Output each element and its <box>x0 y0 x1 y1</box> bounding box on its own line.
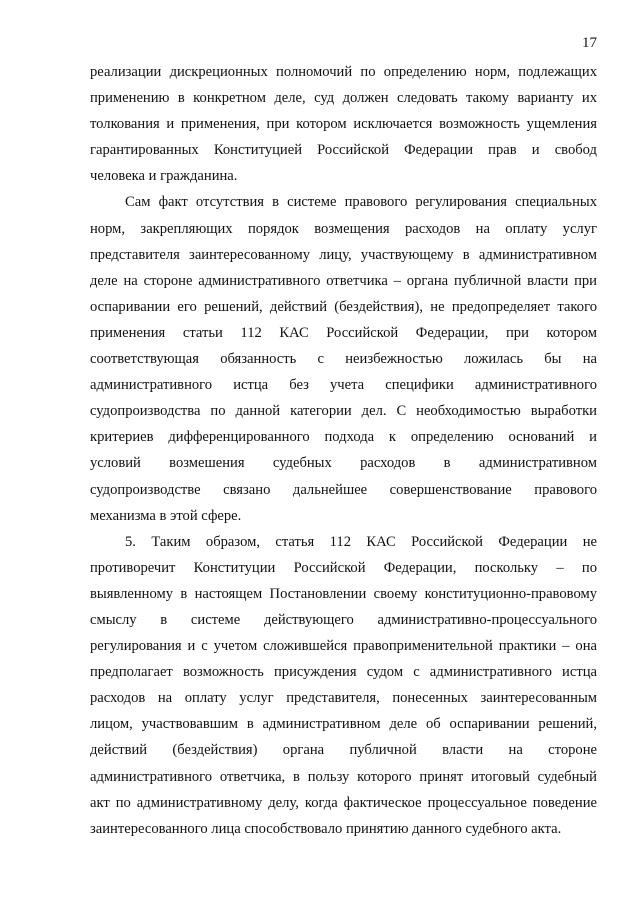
text-line: представителя заинтересованному лицу, участвующему в административном <box>90 246 597 263</box>
text-line: критериев дифференцированного подхода к определению оснований и <box>90 429 597 446</box>
text-line: условий возмешения судебных расходов в административном <box>90 455 597 472</box>
text-line: применению в конкретном деле, суд должен следовать такому варианту их <box>90 90 597 107</box>
text-line: противоречит Конституции Российской Федерации, поскольку – по <box>90 559 597 576</box>
text-line: деле на стороне административного ответчика – органа публичной власти при <box>90 272 597 289</box>
paragraph-last-line: человека и гражданина. <box>90 168 238 185</box>
text-line: судопроизводстве связано дальнейшее совершенствование правового <box>90 481 597 498</box>
text-line: выявленному в настоящем Постановлении своему конституционно-правовому <box>90 585 597 602</box>
body-text <box>90 59 597 842</box>
text-line: смыслу в системе действующего административно-процессуального <box>90 611 597 628</box>
paragraph-last-line: заинтересованного лица способствовало принятию данного судебного акта. <box>90 820 562 837</box>
paragraph-first-line: 5. Таким образом, статья 112 КАС Российской Федерации не <box>125 533 597 550</box>
paragraph-last-line: механизма в этой сфере. <box>90 507 242 524</box>
text-line: акт по административному делу, когда фактическое процессуальное поведение <box>90 794 597 811</box>
text-line: судопроизводства по данной категории дел. С необходимостью выработки <box>90 403 597 420</box>
text-line: оспаривании его решений, действий (бездействия), не предопределяет такого <box>90 298 597 315</box>
text-line: норм, закрепляющих порядок возмещения расходов на оплату услуг <box>90 220 597 237</box>
text-line: гарантированных Конституцией Российской Федерации прав и свобод <box>90 142 597 159</box>
text-line: соответствующая обязанность с неизбежностью ложилась бы на <box>90 351 597 368</box>
text-line: лицом, участвовавшим в административном деле об оспаривании решений, <box>90 716 597 733</box>
text-line: толкования и применения, при котором исключается возможность ущемления <box>90 116 597 133</box>
text-line: предполагает возможность присуждения судом с административного истца <box>90 664 597 681</box>
paragraph-first-line: Сам факт отсутствия в системе правового регулирования специальных <box>125 194 597 211</box>
page-number: 17 <box>582 35 597 51</box>
text-line: применения статьи 112 КАС Российской Федерации, при котором <box>90 324 597 341</box>
text-line: реализации дискреционных полномочий по определению норм, подлежащих <box>90 64 597 80</box>
text-line: регулирования и с учетом сложившейся правоприменительной практики – она <box>90 638 597 655</box>
text-line: действий (бездействия) органа публичной власти на стороне <box>90 742 597 759</box>
text-line: административного истца без учета специфики административного <box>90 377 597 394</box>
text-line: административного ответчика, в пользу которого принят итоговый судебный <box>90 768 597 785</box>
text-line: расходов на оплату услуг представителя, понесенных заинтересованным <box>90 690 597 707</box>
